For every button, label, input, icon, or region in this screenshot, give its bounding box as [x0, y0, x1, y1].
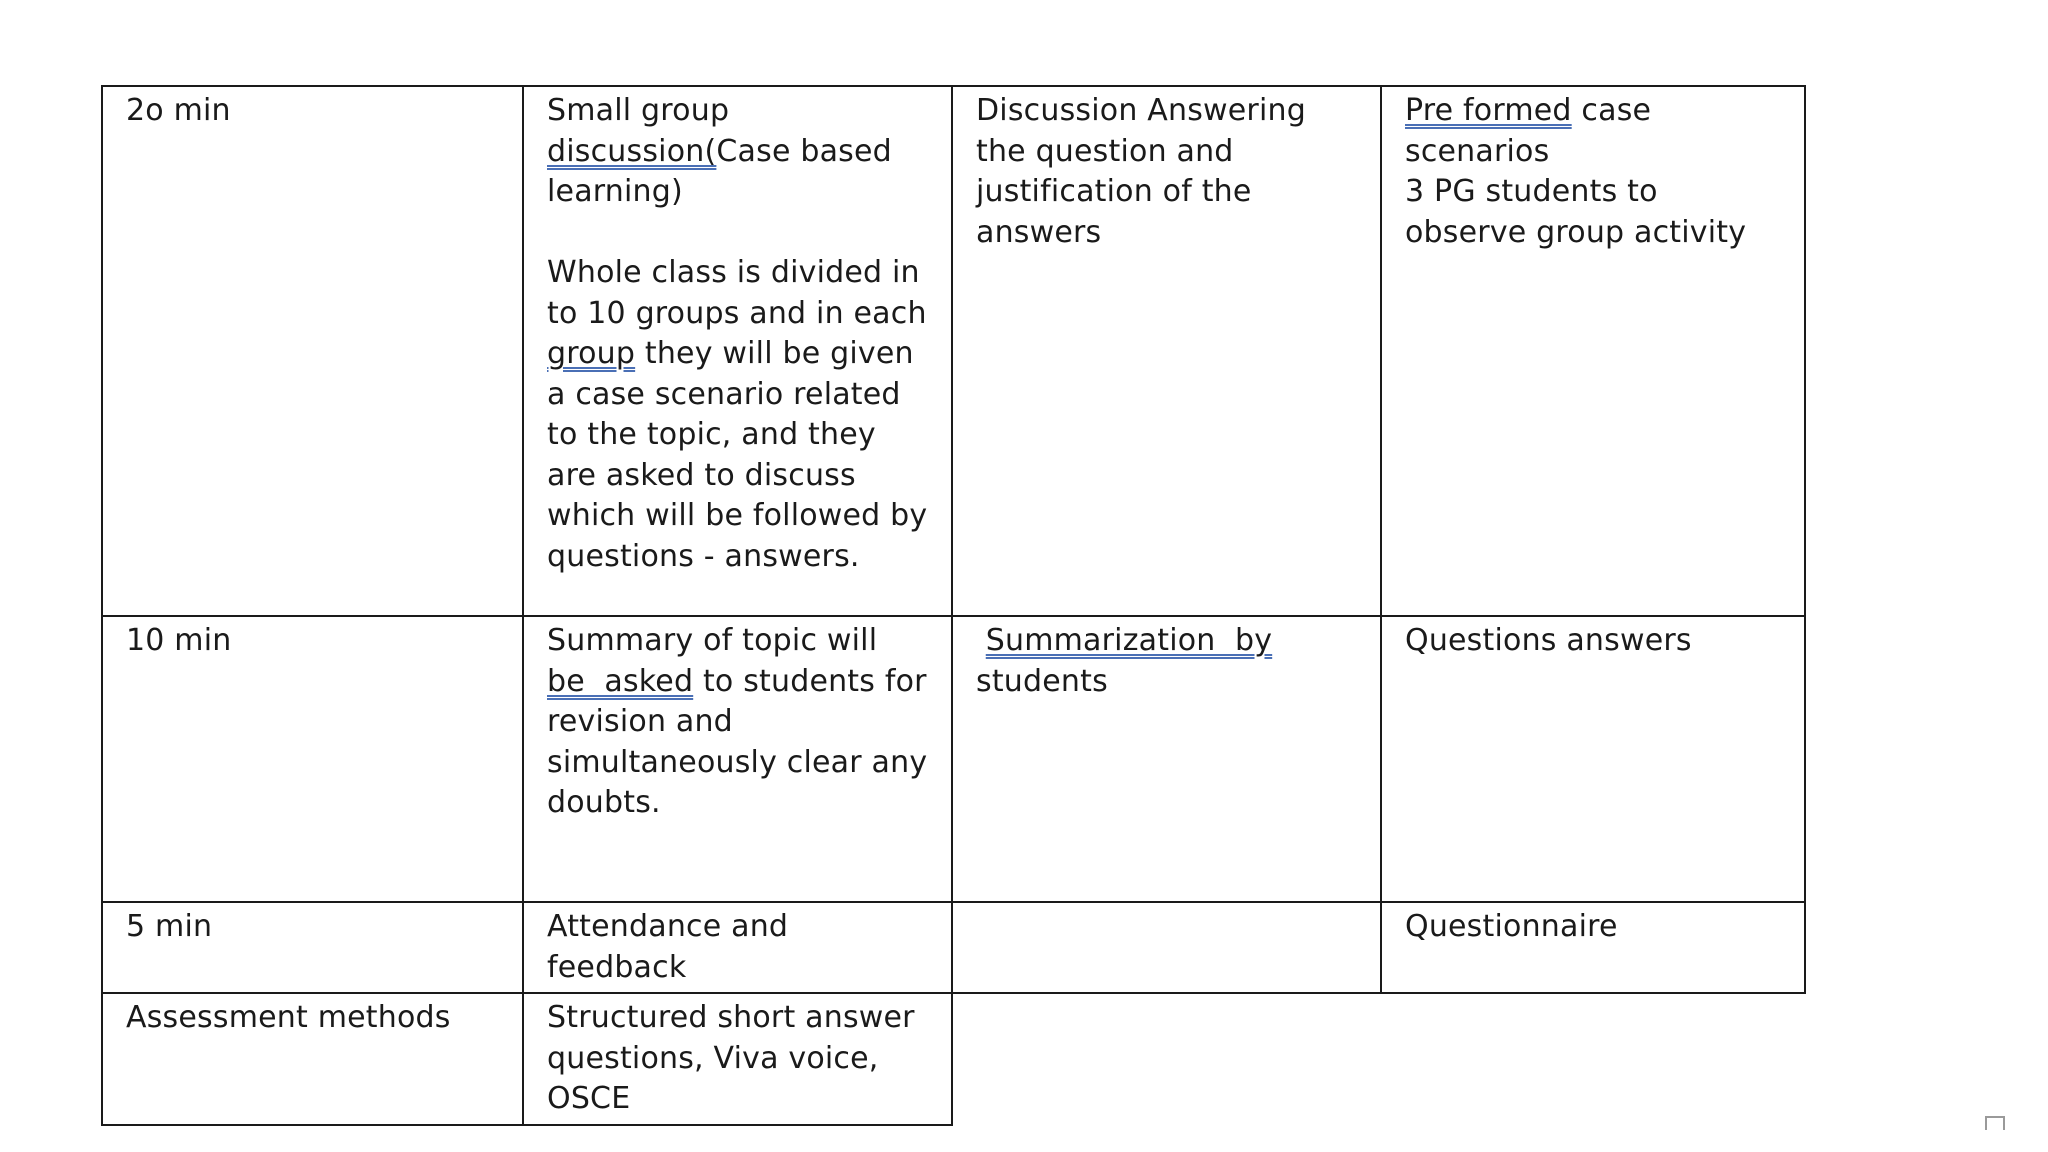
method-text: Discussion Answering the question and justification of the answers — [976, 93, 1306, 250]
spellcheck-underline: discussion( — [547, 133, 717, 169]
table-row — [102, 902, 1805, 993]
duration-text: 5 min — [126, 909, 213, 944]
duration-cell — [102, 616, 523, 902]
duration-text: 2o min — [126, 93, 231, 128]
assessment-methods-text: Structured short answer questions, Viva voice, OSCE — [547, 1000, 915, 1116]
paragraph-gap — [547, 213, 931, 254]
duration-text: 10 min — [126, 623, 232, 658]
page-corner-marker — [1985, 1116, 2005, 1130]
duration-cell — [102, 902, 523, 993]
assessment-label: Assessment methods — [126, 1000, 451, 1035]
activity-cell — [523, 616, 952, 902]
resources-text: Questions answers — [1405, 623, 1692, 658]
assessment-methods-cell — [523, 993, 952, 1125]
empty-cell — [952, 993, 1381, 1125]
resources-cell — [1381, 86, 1805, 616]
activity-text: Attendance and feedback — [547, 909, 789, 985]
spellcheck-underline: be asked — [547, 663, 694, 699]
empty-cell — [1381, 993, 1805, 1125]
resources-text: Pre formed case scenarios — [1405, 93, 1652, 169]
method-cell — [952, 902, 1381, 993]
assessment-label-cell — [102, 993, 523, 1125]
resources-cell — [1381, 616, 1805, 902]
method-cell — [952, 86, 1381, 616]
resources-cell — [1381, 902, 1805, 993]
lesson-plan-table — [101, 85, 1806, 1126]
table-row — [102, 616, 1805, 902]
activity-description: Whole class is divided in to 10 groups and in each group they will be given a case scenario related to the topic, and they are asked to discuss which will be followed by questions - answers. — [547, 255, 928, 574]
resources-text: Questionnaire — [1405, 909, 1618, 944]
spellcheck-underline: Summarization by — [985, 623, 1273, 658]
duration-cell — [102, 86, 523, 616]
table-row — [102, 86, 1805, 616]
resources-text-2: 3 PG students to observe group activity — [1405, 174, 1747, 250]
activity-text: Summary of topic will be asked to students for revision and simultaneously clear any doubts. — [547, 623, 928, 820]
activity-text: Small group discussion(Case based learning) — [547, 93, 892, 209]
method-text: Summarization by students — [976, 623, 1273, 699]
spellcheck-underline: Pre formed — [1405, 93, 1572, 128]
table-row — [102, 993, 1805, 1125]
spellcheck-underline: group — [547, 336, 636, 371]
activity-cell — [523, 86, 952, 616]
activity-cell — [523, 902, 952, 993]
method-cell — [952, 616, 1381, 902]
